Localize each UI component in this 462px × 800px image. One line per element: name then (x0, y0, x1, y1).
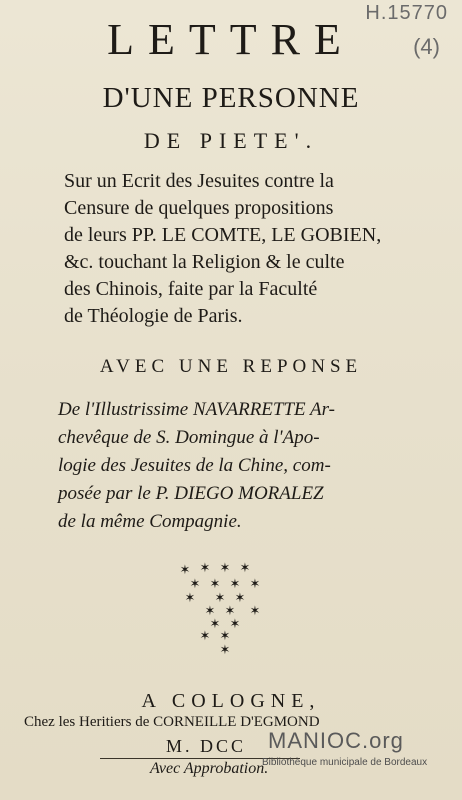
svg-text:✶: ✶ (229, 577, 241, 592)
svg-text:✶: ✶ (234, 591, 246, 606)
subtitle-line: Censure de quelques propositions (64, 197, 334, 219)
title-personne: D'UNE PERSONNE (102, 82, 360, 114)
svg-text:✶: ✶ (214, 591, 226, 606)
star-ornament-icon (160, 560, 290, 660)
svg-text:✶: ✶ (204, 604, 216, 619)
imprint-publisher: Chez les Heritiers de CORNEILLE D'EGMOND (24, 714, 320, 730)
subtitle-line: de leurs PP. LE COMTE, LE GOBIEN, (64, 224, 382, 246)
subtitle-paragraph (64, 168, 436, 330)
svg-text:✶: ✶ (224, 604, 236, 619)
svg-text:✶: ✶ (209, 617, 221, 632)
svg-text:✶: ✶ (199, 561, 211, 576)
avec-une-reponse-heading: AVEC UNE REPONSE (99, 356, 363, 377)
reponse-paragraph (58, 396, 442, 536)
reponse-line: De l'Illustrissime NAVARRETTE Ar- (58, 399, 335, 420)
svg-text:✶: ✶ (219, 629, 231, 644)
approbation-note: Avec Approbation. (150, 760, 269, 777)
subtitle-line: Sur un Ecrit des Jesuites contre la (64, 170, 334, 192)
svg-text:✶: ✶ (229, 617, 241, 632)
library-credit: Bibliothèque municipale de Bordeaux (262, 757, 428, 768)
reponse-line: chevêque de S. Domingue à l'Apo- (58, 427, 320, 448)
svg-text:✶: ✶ (249, 577, 261, 592)
subtitle-line: des Chinois, faite par la Faculté (64, 278, 318, 300)
reponse-line: de la même Compagnie. (58, 511, 242, 532)
subtitle-line: de Théologie de Paris. (64, 305, 243, 327)
svg-text:✶: ✶ (199, 629, 211, 644)
reponse-line: logie des Jesuites de la Chine, com- (58, 455, 331, 476)
svg-text:✶: ✶ (219, 643, 231, 658)
svg-text:✶: ✶ (184, 591, 196, 606)
svg-text:✶: ✶ (239, 561, 251, 576)
title-piete: DE PIETE'. (143, 128, 319, 153)
reponse-line: posée par le P. DIEGO MORALEZ (58, 483, 324, 504)
imprint-year: M. DCC (166, 736, 247, 756)
shelfmark-stamp: H.15770 (365, 2, 448, 24)
shelfmark-number: (4) (413, 34, 440, 59)
svg-text:✶: ✶ (189, 577, 201, 592)
manioc-watermark: MANIOC.org (268, 728, 404, 753)
title-lettre: LETTRE (107, 15, 355, 64)
svg-text:✶: ✶ (209, 577, 221, 592)
svg-text:✶: ✶ (249, 604, 261, 619)
svg-text:✶: ✶ (179, 563, 191, 578)
svg-text:✶: ✶ (219, 561, 231, 576)
imprint-city: A COLOGNE, (141, 690, 321, 712)
subtitle-line: &c. touchant la Religion & le culte (64, 251, 345, 273)
